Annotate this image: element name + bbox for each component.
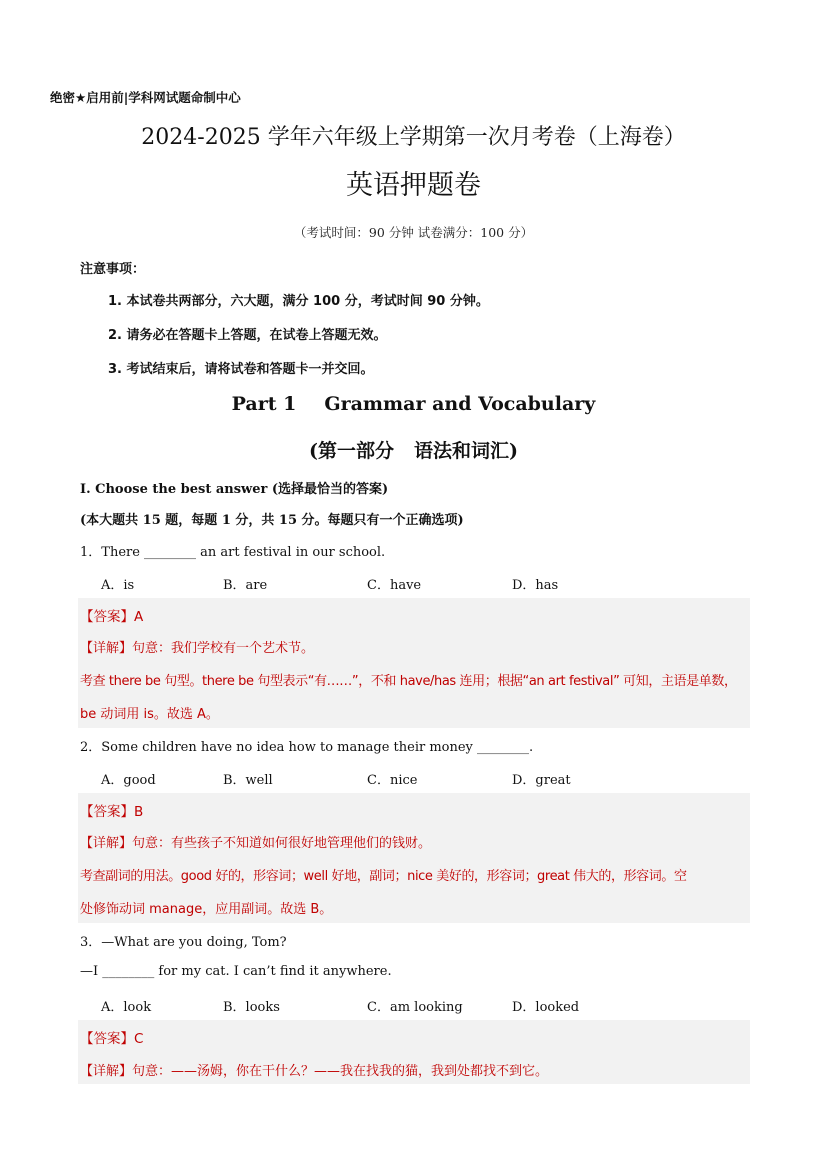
explanation-line: 【详解】句意：有些孩子不知道如何很好地管理他们的钱财。 — [80, 836, 432, 851]
explanation-line: be 动词用 is。故选 A。 — [80, 707, 219, 722]
answer-label: 【答案】B — [80, 804, 144, 820]
answer-label: 【答案】C — [80, 1031, 144, 1047]
question-stem: 3．—What are you doing, Tom? — [80, 935, 287, 950]
option-c: C．am looking — [367, 1000, 463, 1015]
notice-heading: 注意事项： — [80, 262, 146, 277]
option-d: D．great — [512, 773, 571, 788]
option-a: A．is — [101, 578, 135, 593]
option-b: B．are — [223, 578, 268, 593]
explanation-line: 处修饰动词 manage，应用副词。故选 B。 — [80, 902, 333, 917]
question-stem: 2．Some children have no idea how to manage their money ________. — [80, 740, 534, 755]
exam-time-info: （考试时间：90 分钟 试卷满分：100 分） — [293, 225, 534, 240]
notice-rule: 1. 本试卷共两部分，六大题，满分 100 分，考试时间 90 分钟。 — [108, 294, 489, 309]
option-b: B．well — [223, 773, 273, 788]
part-number-cn: (第一部分 — [309, 440, 394, 462]
explanation-line: 【详解】句意：我们学校有一个艺术节。 — [80, 641, 315, 656]
section-title: I. Choose the best answer (选择最恰当的答案) — [80, 482, 389, 497]
part-number: Part 1 — [231, 393, 297, 415]
option-c: C．nice — [367, 773, 418, 788]
part-name: Grammar and Vocabulary — [324, 393, 596, 415]
notice-rule: 2. 请务必在答题卡上答题，在试卷上答题无效。 — [108, 328, 387, 343]
option-c: C．have — [367, 578, 422, 593]
question-stem-reply: —I ________ for my cat. I can’t find it anywhere. — [80, 964, 392, 979]
question-stem: 1．There ________ an art festival in our school. — [80, 545, 386, 560]
option-a: A．look — [101, 1000, 152, 1015]
explanation-line: 考查 there be 句型。there be 句型表示“有……”，不和 have/has 连用；根据“an art festival” 可知，主语是单数， — [80, 674, 737, 689]
answer-label: 【答案】A — [80, 609, 144, 625]
part-name-cn: 语法和词汇) — [414, 440, 518, 462]
option-d: D．looked — [512, 1000, 580, 1015]
option-a: A．good — [101, 773, 156, 788]
explanation-line: 考查副词的用法。good 好的，形容词；well 好地，副词；nice 美好的，形容词；great 伟大的，形容词。空 — [80, 869, 687, 884]
section-note: (本大题共 15 题，每题 1 分，共 15 分。每题只有一个正确选项) — [80, 513, 464, 528]
confidential-label: 绝密★启用前|学科网试题命制中心 — [50, 90, 241, 105]
explanation-line: 【详解】句意：——汤姆，你在干什么？——我在找我的猫，我到处都找不到它。 — [80, 1064, 549, 1079]
exam-title: 2024-2025 学年六年级上学期第一次月考卷（上海卷） — [141, 125, 686, 150]
option-d: D．has — [512, 578, 559, 593]
part-heading-cn — [0, 436, 827, 463]
notice-rule: 3. 考试结束后，请将试卷和答题卡一并交回。 — [108, 362, 374, 377]
option-b: B．looks — [223, 1000, 280, 1015]
exam-subtitle: 英语押题卷 — [346, 170, 481, 201]
part-heading — [0, 393, 827, 415]
